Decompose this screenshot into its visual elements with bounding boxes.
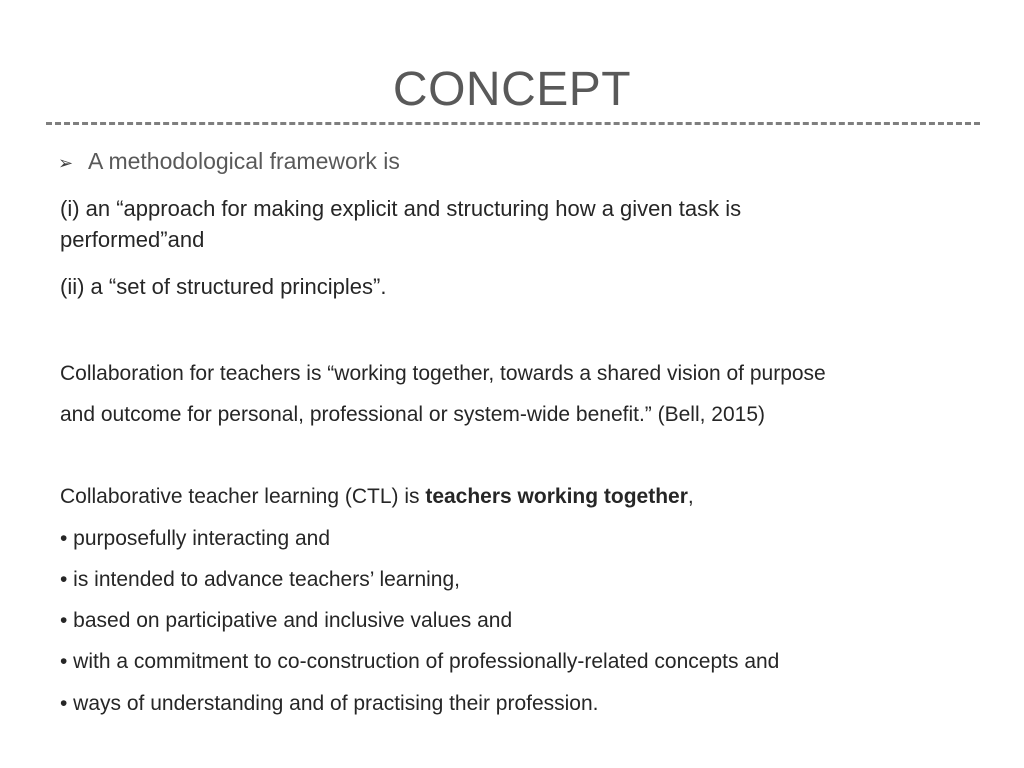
intro-line [58,146,400,179]
intro-text: A methodological framework is [88,148,400,174]
slide-title: CONCEPT [392,63,632,116]
ctl-bullet-5: • ways of understanding and of practising their profession. [60,692,599,715]
ctl-tail-text: , [687,485,694,508]
title-divider [46,122,980,125]
ctl-bullet-2: • is intended to advance teachers’ learning, [60,568,460,591]
arrow-bullet-icon: ➢ [58,153,74,173]
point-ii: (ii) a “set of structured principles”. [60,274,387,299]
ctl-bullet-3: • based on participative and inclusive values and [60,609,513,632]
ctl-bold-text: teachers working together [425,485,688,508]
ctl-definition [60,481,694,512]
ctl-lead-text: Collaborative teacher learning (CTL) is [60,485,426,508]
point-i: (i) an “approach for making explicit and structuring how a given task is performed”and [60,196,742,252]
collaboration-line-1: Collaboration for teachers is “working together, towards a shared vision of purpose [60,362,826,385]
ctl-bullet-1: • purposefully interacting and [60,527,331,550]
ctl-bullet-4: • with a commitment to co-construction of professionally-related concepts and [60,650,780,673]
collaboration-line-2: and outcome for personal, professional or system-wide benefit.” (Bell, 2015) [60,403,766,426]
